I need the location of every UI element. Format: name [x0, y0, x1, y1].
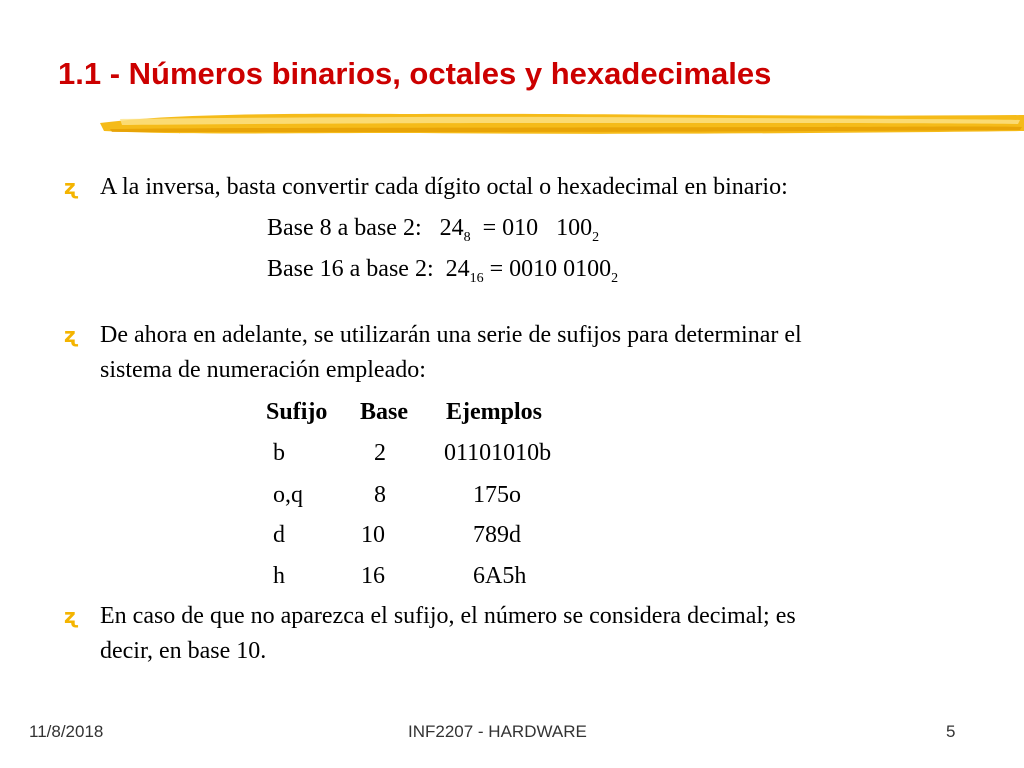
table-cell-example: 6A5h	[473, 563, 527, 589]
footer-date: 11/8/2018	[29, 722, 104, 741]
table-cell-suffix: h	[273, 563, 285, 589]
table-cell-example: 175o	[473, 482, 521, 508]
bullet-3-line-2: decir, en base 10.	[100, 638, 267, 664]
table-cell-base: 2	[374, 440, 386, 466]
title-underline-brush	[100, 105, 1024, 141]
hex-example-prefix: Base 16 a base 2: 24	[267, 256, 470, 282]
table-cell-example: 789d	[473, 522, 521, 548]
hex-example	[267, 255, 619, 286]
footer-page-number: 5	[946, 722, 956, 741]
bullet-3-line-1: En caso de que no aparezca el sufijo, el número se considera decimal; es	[100, 603, 796, 629]
table-cell-suffix: o,q	[273, 482, 303, 508]
table-header-sufijo: Sufijo	[266, 399, 328, 425]
table-cell-suffix: d	[273, 522, 285, 548]
octal-example	[267, 214, 600, 245]
footer-course: INF2207 - HARDWARE	[408, 722, 587, 741]
table-cell-base: 10	[361, 522, 385, 548]
bullet-1-text: A la inversa, basta convertir cada dígito octal o hexadecimal en binario:	[100, 174, 788, 200]
z-bullet-icon: ʐ	[64, 604, 78, 628]
table-header-base: Base	[360, 399, 408, 425]
octal-example-result-base: 2	[592, 230, 600, 245]
z-bullet-icon: ʐ	[64, 175, 78, 199]
octal-example-prefix: Base 8 a base 2: 24	[267, 215, 464, 241]
hex-example-base: 16	[469, 271, 484, 286]
octal-example-base: 8	[463, 230, 471, 245]
z-bullet-icon: ʐ	[64, 323, 78, 347]
hex-example-result: = 0010 0100	[483, 256, 612, 282]
table-cell-base: 8	[374, 482, 386, 508]
hex-example-result-base: 2	[611, 271, 619, 286]
bullet-2-line-2: sistema de numeración empleado:	[100, 357, 426, 383]
slide-title: 1.1 - Números binarios, octales y hexadecimales	[58, 56, 772, 91]
octal-example-result: = 010 100	[470, 215, 593, 241]
table-cell-base: 16	[361, 563, 385, 589]
table-cell-suffix: b	[273, 440, 285, 466]
table-header-ejemplos: Ejemplos	[446, 399, 542, 425]
table-cell-example: 01101010b	[444, 440, 552, 466]
bullet-2-line-1: De ahora en adelante, se utilizarán una serie de sufijos para determinar el	[100, 322, 802, 348]
